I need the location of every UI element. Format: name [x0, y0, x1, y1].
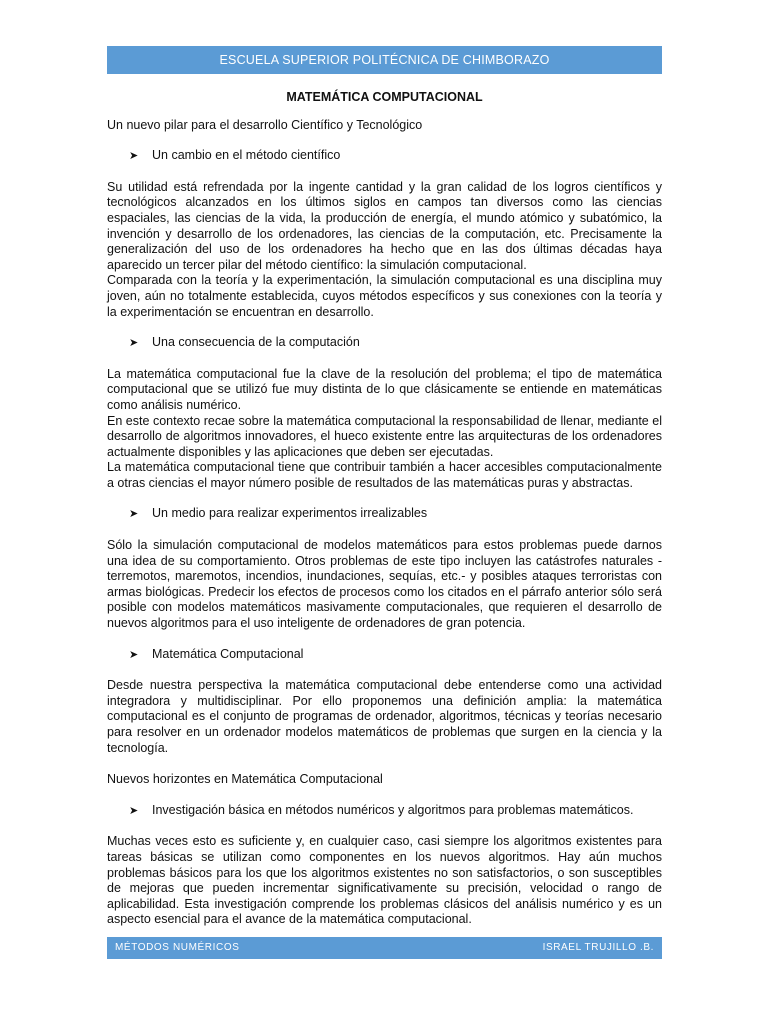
bullet-text: Matemática Computacional — [152, 646, 304, 661]
footer-author: ISRAEL TRUJILLO .B. — [542, 942, 654, 953]
bullet-item — [129, 506, 662, 523]
bullet-text: Una consecuencia de la computación — [152, 335, 360, 350]
bullet-item — [129, 803, 662, 820]
footer-bar — [107, 937, 662, 959]
bullet-text: Un cambio en el método científico — [152, 148, 341, 163]
bullet-text: Un medio para realizar experimentos irrealizables — [152, 506, 428, 521]
arrowhead-bullet-icon: ➤ — [129, 648, 139, 661]
paragraph: Su utilidad está refrendada por la ingente cantidad y la gran calidad de los logros científicos y tecnológicos alcanzados en los últimos siglos en campos tan diversos como las ciencias espaciales, las ciencias de la vida, la producción de energía, el mundo atómico y subatómico, la invención y desarrollo de los ordenadores, las ciencias de la computación, etc. Precisamente la generalización del uso de los ordenadores ha hecho que en las dos últimas décadas haya aparecido un tercer pilar del método científico: la simulación computacional. — [107, 179, 662, 272]
paragraph: Muchas veces esto es suficiente y, en cualquier caso, casi siempre los algoritmos existentes para tareas básicas se utilizan como componentes en los nuevos algoritmos. Hay aún muchos problemas básicos para los que los algoritmos existentes no son satisfactorios, o son susceptibles de mejoras que pueden incrementar significativamente su precisión, velocidad o rango de aplicabilidad. Esta investigación comprende los problemas clásicos del análisis numérico y es un aspecto esencial para el avance de la matemática computacional. — [107, 834, 662, 927]
arrowhead-bullet-icon: ➤ — [129, 804, 139, 817]
intro-line: Un nuevo pilar para el desarrollo Científico y Tecnológico — [107, 117, 423, 132]
paragraph: La matemática computacional tiene que contribuir también a hacer accesibles computacionalmente a otras ciencias el mayor número posible de resultados de las matemáticas puras y abstractas. — [107, 460, 662, 490]
paragraph: La matemática computacional fue la clave de la resolución del problema; el tipo de matemática computacional que se utilizó fue muy distinta de lo que clásicamente se entiende en matemáticas como análisis numérico. — [107, 366, 662, 412]
footer-course: MÉTODOS NUMÉRICOS — [115, 942, 240, 953]
header-bar — [107, 46, 662, 74]
bullet-item — [129, 148, 662, 165]
paragraph: Desde nuestra perspectiva la matemática computacional debe entenderse como una actividad integradora y multidisciplinar. Por ello proponemos una definición amplia: la matemática computacional es el conjunto de programas de ordenador, algoritmos, técnicas y teorías necesario para resolver en un ordenador modelos matemáticos de problemas que surgen en la ciencia y la tecnología. — [107, 678, 662, 755]
page-title: MATEMÁTICA COMPUTACIONAL — [286, 90, 483, 104]
arrowhead-bullet-icon: ➤ — [129, 337, 139, 350]
document-body — [107, 90, 662, 928]
paragraph: Comparada con la teoría y la experimentación, la simulación computacional es una disciplina muy joven, aún no totalmente establecida, cuyos métodos específicos y sus conexiones con la teoría y la experimentación se encuentran en desarrollo. — [107, 273, 662, 319]
bullet-item — [129, 647, 662, 664]
bullet-item — [129, 335, 662, 352]
arrowhead-bullet-icon: ➤ — [129, 508, 139, 521]
paragraph: En este contexto recae sobre la matemática computacional la responsabilidad de llenar, mediante el desarrollo de algoritmos innovadores, el hueco existente entre las arquitecturas de los ordenadores actualmente disponibles y las aplicaciones que deben ser ejecutadas. — [107, 413, 662, 459]
arrowhead-bullet-icon: ➤ — [129, 150, 139, 163]
subheading: Nuevos horizontes en Matemática Computacional — [107, 772, 383, 787]
bullet-text: Investigación básica en métodos numéricos y algoritmos para problemas matemáticos. — [152, 802, 634, 817]
paragraph: Sólo la simulación computacional de modelos matemáticos para estos problemas puede darnos una idea de su comportamiento. Otros problemas de este tipo incluyen las catástrofes naturales - terremotos, maremotos, incendios, inundaciones, sequías, etc.- y posibles ataques terroristas con armas biológicas. Predecir los efectos de procesos como los citados en el párrafo anterior sólo será posible con modelos matemáticos masivamente computacionales, que requieren el desarrollo de nuevos algoritmos para el uso inteligente de ordenadores de gran potencia. — [107, 538, 662, 631]
school-name: ESCUELA SUPERIOR POLITÉCNICA DE CHIMBORAZO — [219, 53, 550, 67]
